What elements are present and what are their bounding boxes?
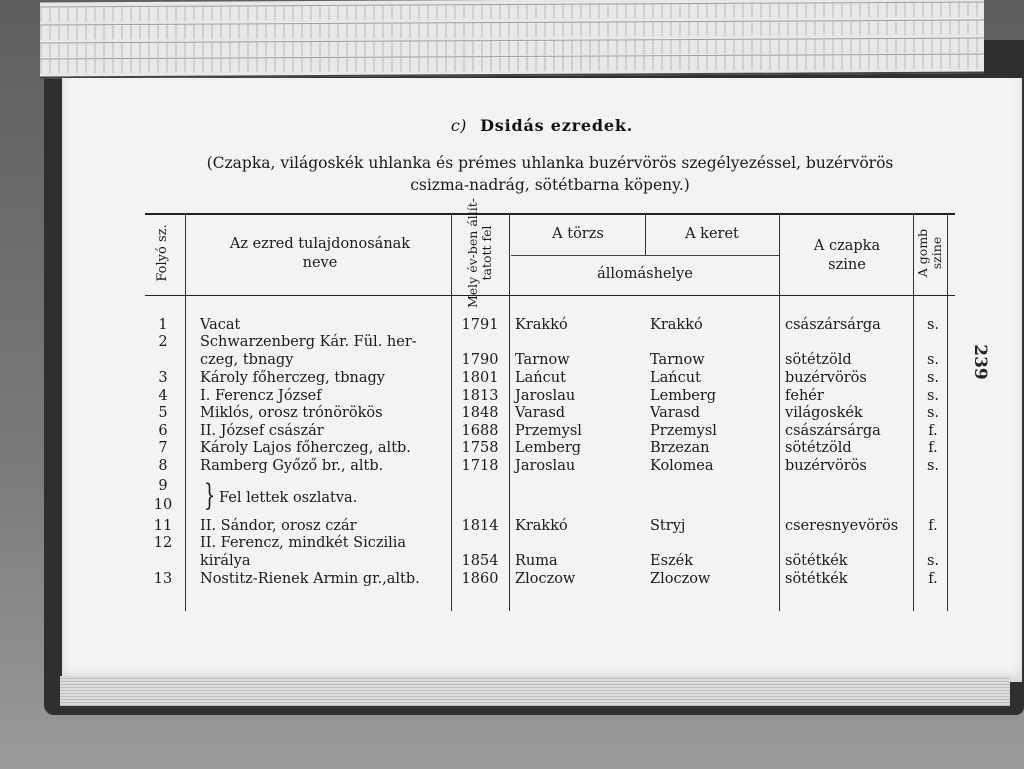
cell-torzs: Zloczow [515,571,576,587]
cell-keret: Lańcut [650,370,701,386]
column-divider [509,213,510,611]
cell-torzs: Przemysl [515,423,582,439]
cell-year: 1791 [461,317,499,333]
cell-name: Károly főherczeg, tbnagy [200,370,385,386]
cell-csapka: világoskék [785,405,863,421]
cell-csapka: sötétzöld [785,352,852,368]
column-divider [947,213,948,611]
header-subrule [511,255,779,256]
header-csapka [781,237,913,275]
cell-torzs: Tarnow [515,352,570,368]
cell-no: 5 [158,405,168,421]
cell-csapka: sötétkék [785,571,848,587]
cell-year: 1854 [461,553,499,569]
cell-keret: Krakkó [650,317,703,333]
cell-name: Nostitz-Rienek Armin gr.,altb. [200,571,420,587]
cell-csapka: cseresnyevörös [785,518,899,534]
cell-year: 1801 [461,370,499,386]
cell-gomb: f. [928,518,938,534]
cell-no: 9 [158,478,168,494]
table-header-rule [145,295,955,296]
cell-csapka: sötétzöld [785,440,852,456]
cell-no: 2 [158,334,168,350]
cell-year: 1814 [461,518,499,534]
column-divider [451,213,452,611]
cell-no: 10 [153,497,173,513]
cell-csapka: buzérvörös [785,370,867,386]
cell-gomb: s. [926,370,940,386]
cell-gomb: s. [926,352,940,368]
cell-csapka: fehér [785,388,824,404]
page-stack-edge [60,676,1010,708]
header-name [189,235,451,273]
cell-csapka: császársárga [785,423,881,439]
section-label: c) [450,116,467,135]
cell-no: 12 [153,535,173,551]
cell-csapka: császársárga [785,317,881,333]
cell-name: Ramberg Győző br., altb. [200,458,384,474]
cell-year: 1848 [461,405,499,421]
subtitle-line-2: csizma-nadrág, sötétbarna köpeny.) [410,176,690,194]
cell-no: 7 [158,440,168,456]
cell-no: 6 [158,423,168,439]
table-top-rule [145,213,955,215]
column-divider [913,213,914,611]
cell-keret: Przemysl [650,423,717,439]
header-keret: A keret [685,226,739,242]
column-divider [185,213,186,611]
cell-keret: Varasd [650,405,701,421]
header-gomb: A gomb szine [915,228,944,278]
cell-gomb: f. [928,423,938,439]
cell-year: 1790 [461,352,499,368]
brace-9-10: } [203,478,216,513]
cell-name: czeg, tbnagy [200,352,294,368]
cell-gomb: s. [926,405,940,421]
cell-keret: Lemberg [650,388,717,404]
cell-keret: Zloczow [650,571,711,587]
cell-torzs: Lemberg [515,440,582,456]
cell-csapka: buzérvörös [785,458,867,474]
cell-no: 1 [158,317,168,333]
header-name-line-2: neve [302,255,338,271]
dissolved-note-text: Fel lettek oszlatva. [219,490,358,506]
cell-gomb: s. [926,553,940,569]
cell-year: 1758 [461,440,499,456]
cell-keret: Tarnow [650,352,705,368]
cell-gomb: f. [928,571,938,587]
cell-year: 1688 [461,423,499,439]
cell-name: királya [200,553,251,569]
cell-torzs: Jaroslau [515,388,576,404]
cell-no: 13 [153,571,173,587]
header-name-line-1: Az ezred tulajdonosának [229,236,411,252]
cell-keret: Eszék [650,553,694,569]
header-year: Mely év-ben állít-tatott fel [465,197,494,309]
cell-year: 1860 [461,571,499,587]
cell-no: 3 [158,370,168,386]
cell-name: Vacat [200,317,241,333]
cell-torzs: Krakkó [515,518,568,534]
cell-name: Károly Lajos főherczeg, altb. [200,440,411,456]
cell-name: Miklós, orosz trónörökös [200,405,383,421]
header-folyo: Folyó sz. [155,224,170,282]
section-subtitle [150,152,950,196]
page-number: 239 [969,344,990,380]
section-heading [62,116,1022,135]
cell-name: II. József császár [200,423,324,439]
cell-no: 8 [158,458,168,474]
cell-torzs: Varasd [515,405,566,421]
cell-keret: Stryj [650,518,686,534]
cell-torzs: Lańcut [515,370,566,386]
cell-torzs: Jaroslau [515,458,576,474]
cell-gomb: s. [926,388,940,404]
header-csapka-line-1: A czapka [813,238,881,254]
cell-year: 1813 [461,388,499,404]
cell-keret: Kolomea [650,458,714,474]
section-title: Dsidás ezredek. [480,116,634,135]
cell-name: I. Ferencz József [200,388,322,404]
header-allomashelye: állomáshelye [597,266,693,282]
cell-name: II. Sándor, orosz czár [200,518,357,534]
header-torzs: A törzs [552,226,604,242]
cell-no: 11 [153,518,173,534]
cell-csapka: sötétkék [785,553,848,569]
cell-torzs: Ruma [515,553,558,569]
cell-torzs: Krakkó [515,317,568,333]
cell-gomb: s. [926,317,940,333]
column-divider [779,213,780,611]
cell-name: II. Ferencz, mindkét Siczilia [200,535,407,551]
cell-no: 4 [158,388,168,404]
cell-gomb: s. [926,458,940,474]
regiment-table [145,197,955,611]
cell-keret: Brzezan [650,440,710,456]
cell-gomb: f. [928,440,938,456]
header-csapka-line-2: szine [828,257,866,273]
cell-year: 1718 [461,458,499,474]
previous-page-edge [40,0,984,78]
subtitle-line-1: (Czapka, világoskék uhlanka és prémes uhlanka buzérvörös szegélyezéssel, buzérvörös [206,154,894,172]
cell-name: Schwarzenberg Kár. Fül. her- [200,334,417,350]
